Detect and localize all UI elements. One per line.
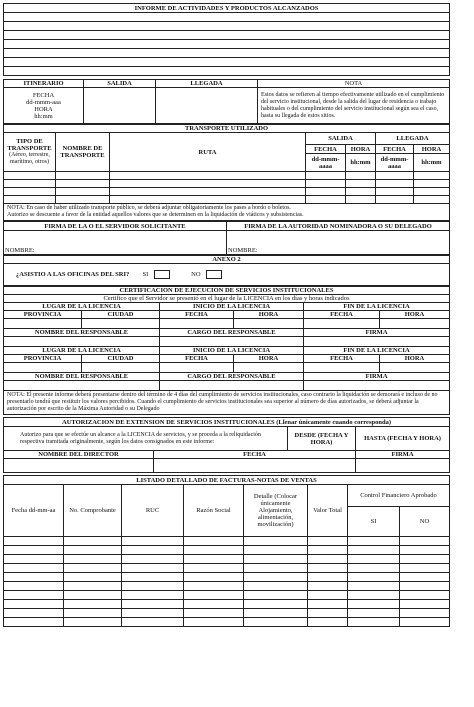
cell[interactable] — [110, 180, 306, 188]
factura-cell[interactable] — [184, 582, 244, 591]
cell[interactable] — [234, 363, 304, 373]
factura-cell[interactable] — [184, 537, 244, 546]
factura-cell[interactable] — [308, 573, 348, 582]
factura-cell[interactable] — [122, 537, 184, 546]
firma-autoridad-label: FIRMA DE LA AUTORIDAD NOMINADORA O SU DELEGADO — [227, 222, 450, 231]
factura-cell[interactable] — [4, 537, 64, 546]
col-razon-social: Razón Social — [184, 485, 244, 537]
transporte-row — [4, 180, 450, 188]
certificacion-title: CERTIFICACION DE EJECUCION DE SERVICIOS INSTITUCIONALES — [4, 287, 450, 295]
factura-cell[interactable] — [244, 618, 308, 627]
inicio-hora-header: HORA — [234, 355, 304, 363]
firma-solicitante-box[interactable] — [4, 231, 227, 255]
informe-line[interactable] — [4, 13, 450, 22]
nombre-label: NOMBRE: — [228, 247, 258, 254]
factura-cell[interactable] — [4, 555, 64, 564]
cell[interactable] — [56, 188, 110, 196]
autorizacion-section — [3, 417, 450, 473]
factura-cell[interactable] — [64, 555, 122, 564]
informe-title: INFORME DE ACTIVIDADES Y PRODUCTOS ALCANZADOS — [4, 4, 450, 13]
desde-header: DESDE (FECHA Y HORA) — [288, 427, 356, 451]
cell[interactable] — [4, 172, 56, 180]
salida-header: SALIDA — [84, 80, 156, 88]
factura-cell[interactable] — [348, 564, 400, 573]
nombre-responsable-header: NOMBRE DEL RESPONSABLE — [4, 373, 160, 381]
factura-cell[interactable] — [308, 537, 348, 546]
factura-cell[interactable] — [400, 573, 450, 582]
salida-field[interactable] — [84, 88, 156, 124]
informe-line[interactable] — [4, 40, 450, 49]
factura-cell[interactable] — [400, 546, 450, 555]
factura-row — [4, 591, 450, 600]
fecha-label: FECHA — [32, 91, 55, 99]
col-si: SI — [348, 507, 400, 537]
fecha-format: dd-mmm-aaa — [26, 98, 61, 106]
transporte-row — [4, 172, 450, 180]
firmas-section — [3, 221, 450, 255]
factura-cell[interactable] — [64, 564, 122, 573]
report-form — [3, 3, 450, 627]
itinerario-labels — [4, 88, 84, 124]
factura-cell[interactable] — [400, 618, 450, 627]
cell[interactable] — [160, 319, 234, 329]
factura-cell[interactable] — [308, 564, 348, 573]
factura-cell[interactable] — [122, 573, 184, 582]
factura-cell[interactable] — [244, 573, 308, 582]
llegada-header: LLEGADA — [156, 80, 258, 88]
cell[interactable] — [160, 381, 304, 391]
factura-cell[interactable] — [308, 582, 348, 591]
transporte-salida-header: SALIDA — [306, 133, 376, 145]
no-label: NO — [191, 270, 201, 278]
factura-cell[interactable] — [244, 600, 308, 609]
col-no: NO — [400, 507, 450, 537]
factura-cell[interactable] — [184, 546, 244, 555]
cell[interactable] — [380, 319, 450, 329]
nombre-label: NOMBRE: — [5, 247, 35, 254]
cell[interactable] — [4, 337, 160, 347]
factura-cell[interactable] — [122, 564, 184, 573]
lugar-header: LUGAR DE LA LICENCIA — [4, 303, 160, 311]
transporte-section — [3, 124, 450, 221]
provincia-header: PROVINCIA — [4, 355, 82, 363]
cell[interactable] — [4, 319, 82, 329]
factura-cell[interactable] — [4, 582, 64, 591]
hora-label: HORA — [34, 105, 53, 113]
factura-cell[interactable] — [400, 609, 450, 618]
cell[interactable] — [346, 196, 376, 204]
llegada-fecha-header: FECHA — [376, 145, 414, 154]
informe-line[interactable] — [4, 49, 450, 58]
factura-cell[interactable] — [122, 618, 184, 627]
cell[interactable] — [4, 188, 56, 196]
cell[interactable] — [304, 381, 450, 391]
firma-responsable-header: FIRMA — [304, 373, 450, 381]
factura-row — [4, 555, 450, 564]
factura-cell[interactable] — [348, 591, 400, 600]
anexo-section — [3, 255, 450, 286]
si-checkbox[interactable] — [154, 270, 170, 279]
nota-header: NOTA — [258, 80, 450, 88]
factura-cell[interactable] — [122, 582, 184, 591]
col-ruc: RUC — [122, 485, 184, 537]
cell[interactable] — [414, 172, 450, 180]
cell[interactable] — [110, 188, 306, 196]
no-checkbox[interactable] — [206, 270, 222, 279]
cell[interactable] — [376, 172, 414, 180]
factura-row — [4, 618, 450, 627]
factura-cell[interactable] — [348, 582, 400, 591]
factura-cell[interactable] — [400, 555, 450, 564]
factura-cell[interactable] — [308, 609, 348, 618]
salida-fecha-format: dd-mmm-aaaa — [306, 154, 346, 172]
factura-row — [4, 609, 450, 618]
certificacion-note: NOTA: El presente informe deberá presentarse dentro del término de 4 días del cumplimiento de servicios institucionales, caso contrario la liquidación se demorará e incluso de no presentarlo tendrá que restituir los valores percibidos. Cuando el cumplimiento de servicios institucionales sea superior al número de días autorizados, se deberá adjuntar la autorización por escrito de la Máxima Autoridad o su Delegado — [4, 391, 450, 415]
transporte-title: TRANSPORTE UTILIZADO — [4, 125, 450, 133]
cell[interactable] — [4, 363, 82, 373]
factura-cell[interactable] — [184, 609, 244, 618]
inicio-fecha-header: FECHA — [160, 355, 234, 363]
facturas-section — [3, 475, 450, 627]
cell[interactable] — [414, 180, 450, 188]
llegada-fecha-format: dd-mmm-aaaa — [376, 154, 414, 172]
factura-cell[interactable] — [64, 537, 122, 546]
factura-cell[interactable] — [122, 600, 184, 609]
informe-line[interactable] — [4, 58, 450, 67]
cell[interactable] — [110, 196, 306, 204]
fecha-field[interactable] — [154, 459, 356, 473]
factura-cell[interactable] — [400, 600, 450, 609]
cell[interactable] — [234, 319, 304, 329]
cell[interactable] — [376, 188, 414, 196]
fin-hora-header: HORA — [380, 355, 450, 363]
cell[interactable] — [160, 363, 234, 373]
factura-row — [4, 600, 450, 609]
col-detalle: Detalle (Colocar únicamente Alojamiento, alimentación, movilización) — [244, 485, 308, 537]
hasta-header: HASTA (FECHA Y HORA) — [356, 427, 450, 451]
salida-hora-header: HORA — [346, 145, 376, 154]
factura-cell[interactable] — [244, 537, 308, 546]
factura-cell[interactable] — [64, 582, 122, 591]
informe-line[interactable] — [4, 67, 450, 76]
transporte-llegada-header: LLEGADA — [376, 133, 450, 145]
transporte-row — [4, 188, 450, 196]
factura-cell[interactable] — [4, 573, 64, 582]
autorizacion-text: Autorizo para que se efectúe un alcance a la LICENCIA de servicios, y se proceda a la reliquidación respectiva tramitada originalmente, según los datos consignados en este informe: — [4, 427, 288, 451]
firma-field[interactable] — [356, 459, 450, 473]
inicio-hora-header: HORA — [234, 311, 304, 319]
factura-cell[interactable] — [348, 618, 400, 627]
nombre-transporte-header: NOMBRE DE TRANSPORTE — [56, 133, 110, 172]
fin-header: FIN DE LA LICENCIA — [304, 303, 450, 311]
transporte-note-1: NOTA: En caso de haber utilizado transporte público, se deberá adjuntar obligatoriamente los pases a bordo o boletos. — [7, 205, 291, 211]
cell[interactable] — [376, 180, 414, 188]
itinerario-section — [3, 79, 450, 124]
factura-cell[interactable] — [308, 555, 348, 564]
factura-row — [4, 582, 450, 591]
cell[interactable] — [380, 363, 450, 373]
factura-cell[interactable] — [308, 618, 348, 627]
director-header: NOMBRE DEL DIRECTOR — [4, 451, 154, 459]
director-field[interactable] — [4, 459, 154, 473]
fin-fecha-header: FECHA — [304, 311, 380, 319]
anexo-title: ANEXO 2 — [4, 256, 450, 264]
factura-cell[interactable] — [244, 591, 308, 600]
factura-cell[interactable] — [184, 573, 244, 582]
inicio-header: INICIO DE LA LICENCIA — [160, 303, 304, 311]
cell[interactable] — [306, 180, 346, 188]
factura-cell[interactable] — [348, 573, 400, 582]
autorizacion-fecha-header: FECHA — [154, 451, 356, 459]
factura-cell[interactable] — [64, 573, 122, 582]
firma-solicitante-label: FIRMA DE LA O EL SERVIDOR SOLICITANTE — [4, 222, 227, 231]
factura-cell[interactable] — [244, 546, 308, 555]
factura-cell[interactable] — [184, 591, 244, 600]
factura-row — [4, 546, 450, 555]
cell[interactable] — [110, 172, 306, 180]
llegada-hora-format: hh:mm — [414, 154, 450, 172]
factura-cell[interactable] — [244, 555, 308, 564]
transporte-notes — [4, 204, 450, 221]
certificacion-section — [3, 286, 450, 415]
tipo-options: (Aéreo, terrestre, marítimo, otros) — [9, 152, 50, 165]
si-label: SI — [142, 270, 149, 278]
fin-header: FIN DE LA LICENCIA — [304, 347, 450, 355]
ruta-header: RUTA — [110, 133, 306, 172]
llegada-hora-header: HORA — [414, 145, 450, 154]
factura-cell[interactable] — [122, 609, 184, 618]
itinerario-header: ITINERARIO — [4, 80, 84, 88]
tipo-header — [4, 133, 56, 172]
factura-cell[interactable] — [348, 537, 400, 546]
llegada-field[interactable] — [156, 88, 258, 124]
factura-cell[interactable] — [348, 600, 400, 609]
ciudad-header: CIUDAD — [82, 355, 160, 363]
informe-line[interactable] — [4, 31, 450, 40]
factura-cell[interactable] — [122, 555, 184, 564]
fin-hora-header: HORA — [380, 311, 450, 319]
cell[interactable] — [346, 172, 376, 180]
informe-section — [3, 3, 450, 76]
factura-cell[interactable] — [184, 564, 244, 573]
cell[interactable] — [160, 337, 304, 347]
transporte-row — [4, 196, 450, 204]
factura-cell[interactable] — [64, 618, 122, 627]
hora-format: hh:mm — [34, 112, 53, 120]
factura-cell[interactable] — [308, 546, 348, 555]
cell[interactable] — [414, 188, 450, 196]
facturas-title: LISTADO DETALLADO DE FACTURAS-NOTAS DE VENTAS — [4, 476, 450, 485]
salida-fecha-header: FECHA — [306, 145, 346, 154]
factura-cell[interactable] — [184, 555, 244, 564]
col-valor-total: Valor Total — [308, 485, 348, 537]
factura-cell[interactable] — [400, 537, 450, 546]
factura-cell[interactable] — [64, 600, 122, 609]
factura-row — [4, 537, 450, 546]
factura-cell[interactable] — [184, 618, 244, 627]
factura-cell[interactable] — [4, 546, 64, 555]
cell[interactable] — [414, 196, 450, 204]
factura-cell[interactable] — [4, 618, 64, 627]
cell[interactable] — [376, 196, 414, 204]
factura-cell[interactable] — [4, 591, 64, 600]
cell[interactable] — [4, 196, 56, 204]
factura-row — [4, 573, 450, 582]
lugar-header: LUGAR DE LA LICENCIA — [4, 347, 160, 355]
cell[interactable] — [56, 196, 110, 204]
firma-responsable-header: FIRMA — [304, 329, 450, 337]
factura-cell[interactable] — [4, 600, 64, 609]
salida-hora-format: hh:mm — [346, 154, 376, 172]
factura-cell[interactable] — [122, 546, 184, 555]
autorizacion-title: AUTORIZACION DE EXTENSION DE SERVICIOS INSTITUCIONALES (Llenar únicamente cuando corresponda) — [4, 418, 450, 427]
factura-cell[interactable] — [64, 591, 122, 600]
cell[interactable] — [306, 172, 346, 180]
factura-cell[interactable] — [122, 591, 184, 600]
cell[interactable] — [304, 319, 380, 329]
cell[interactable] — [56, 180, 110, 188]
factura-cell[interactable] — [4, 609, 64, 618]
factura-cell[interactable] — [400, 591, 450, 600]
factura-cell[interactable] — [244, 609, 308, 618]
factura-cell[interactable] — [348, 546, 400, 555]
cell[interactable] — [306, 196, 346, 204]
col-control-financiero: Control Financiero Aprobado — [348, 485, 450, 507]
col-comprobante: No. Comprobante — [64, 485, 122, 537]
factura-cell[interactable] — [64, 546, 122, 555]
factura-cell[interactable] — [308, 591, 348, 600]
factura-cell[interactable] — [4, 564, 64, 573]
cell[interactable] — [304, 363, 380, 373]
factura-cell[interactable] — [400, 564, 450, 573]
factura-row — [4, 564, 450, 573]
inicio-header: INICIO DE LA LICENCIA — [160, 347, 304, 355]
cell[interactable] — [82, 319, 160, 329]
factura-cell[interactable] — [244, 582, 308, 591]
factura-cell[interactable] — [308, 600, 348, 609]
factura-cell[interactable] — [348, 609, 400, 618]
firma-autoridad-box[interactable] — [227, 231, 450, 255]
factura-cell[interactable] — [400, 582, 450, 591]
cell[interactable] — [306, 188, 346, 196]
cell[interactable] — [346, 180, 376, 188]
informe-line[interactable] — [4, 22, 450, 31]
cell[interactable] — [56, 172, 110, 180]
inicio-fecha-header: FECHA — [160, 311, 234, 319]
ciudad-header: CIUDAD — [82, 311, 160, 319]
itinerario-note: Estos datos se refieren al tiempo efectivamente utilizado en el cumplimiento del servicio institucional, desde la salida del lugar de residencia o trabajo habituales o del cumplimiento del servicio institucional según sea el caso, hasta su llegada de estos sitios. — [258, 88, 450, 124]
cell[interactable] — [82, 363, 160, 373]
transporte-note-2: Autorizo se descuente a favor de la entidad aquellos valores que se determinen en la liquidación de viáticos y subsistencias. — [7, 212, 304, 218]
col-fecha: Fecha dd-mm-aa — [4, 485, 64, 537]
fin-fecha-header: FECHA — [304, 355, 380, 363]
cell[interactable] — [304, 337, 450, 347]
cell[interactable] — [4, 381, 160, 391]
certificacion-subtitle: Certifico que el Servidor se presentó en el lugar de la LICENCIA en los días y horas indicados — [4, 295, 450, 303]
factura-cell[interactable] — [244, 564, 308, 573]
tipo-label: TIPO DE TRANSPORTE — [7, 138, 52, 152]
provincia-header: PROVINCIA — [4, 311, 82, 319]
cell[interactable] — [4, 180, 56, 188]
factura-cell[interactable] — [348, 555, 400, 564]
autorizacion-firma-header: FIRMA — [356, 451, 450, 459]
factura-cell[interactable] — [64, 609, 122, 618]
sri-question-row — [4, 264, 450, 286]
cell[interactable] — [346, 188, 376, 196]
factura-cell[interactable] — [184, 600, 244, 609]
sri-question: ¿ASISTIO A LAS OFICINAS DEL SRI? — [16, 270, 130, 278]
nombre-responsable-header: NOMBRE DEL RESPONSABLE — [4, 329, 160, 337]
cargo-responsable-header: CARGO DEL RESPONSABLE — [160, 373, 304, 381]
cargo-responsable-header: CARGO DEL RESPONSABLE — [160, 329, 304, 337]
